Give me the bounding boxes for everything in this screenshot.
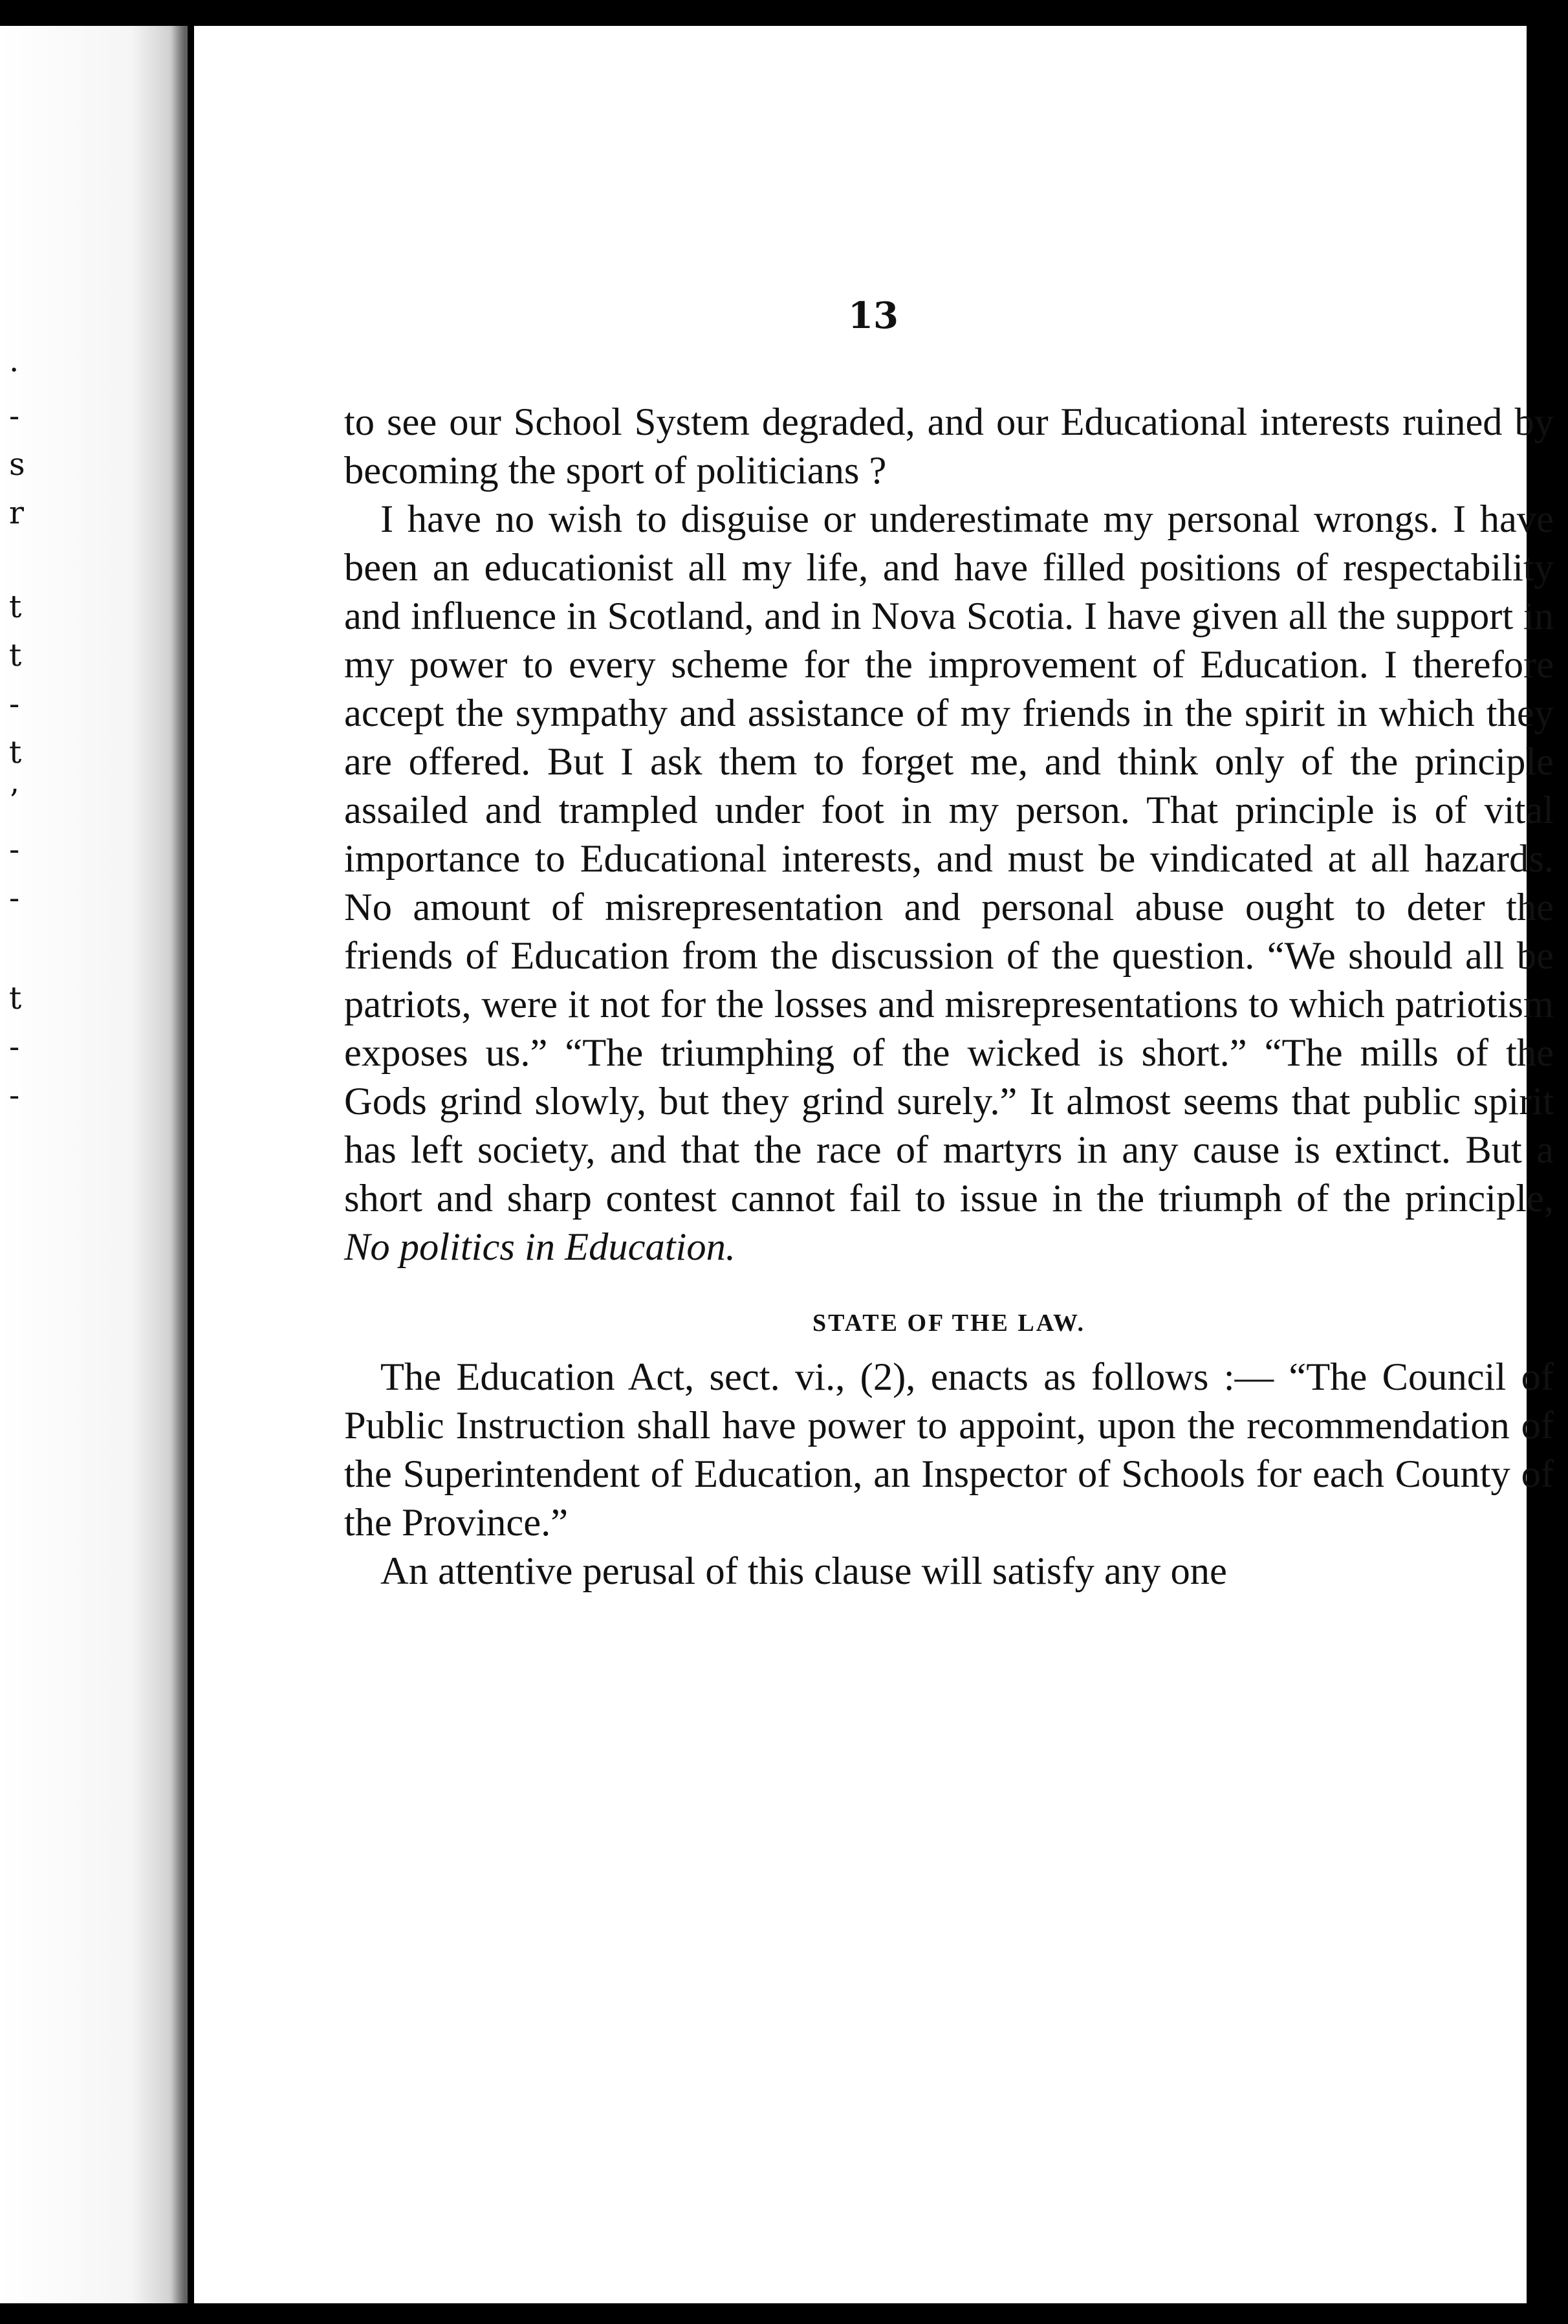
edge-mark: t bbox=[9, 637, 22, 674]
edge-mark: t bbox=[9, 734, 22, 771]
edge-mark: - bbox=[9, 398, 20, 434]
emphasis-no-politics: No politics in Education. bbox=[344, 1225, 735, 1269]
main-paragraph bbox=[344, 495, 1554, 1271]
edge-mark: ’ bbox=[9, 783, 19, 819]
edge-mark: t bbox=[9, 589, 22, 625]
page-number: 13 bbox=[848, 294, 898, 337]
edge-mark: r bbox=[9, 495, 24, 531]
edge-mark: - bbox=[9, 831, 20, 868]
opening-paragraph: to see our School System degraded, and our Educational interests ruined by becoming the sport of politicians ? bbox=[344, 400, 1554, 492]
law-paragraph: The Education Act, sect. vi., (2), enacts as follows :— “The Council of Public Instruction shall have power to appoint, upon the recommendation of the Superintendent of Education, an Inspector of Schools for each County of the Province.” bbox=[344, 1355, 1554, 1544]
edge-mark: t bbox=[9, 980, 22, 1016]
book-page bbox=[194, 26, 1554, 2303]
previous-page-edge bbox=[0, 26, 188, 2303]
edge-mark: - bbox=[9, 1029, 20, 1065]
section-heading: STATE OF THE LAW. bbox=[812, 1310, 1085, 1337]
edge-mark: - bbox=[9, 1077, 20, 1113]
edge-mark: - bbox=[9, 686, 20, 722]
closing-paragraph: An attentive perusal of this clause will satisfy any one bbox=[380, 1550, 1227, 1593]
main-paragraph-text: I have no wish to disguise or underestimate my personal wrongs. I have been an educationist all my life, and have filled positions of respectability and influence in Scotland, and in Nova Scotia. I have given all the support in my power to every scheme for the improvement of Education. I therefore accept the sympathy and assistance of my friends in the spirit in which they are offered. But I ask them to forget me, and think only of the principle assailed and trampled under foot in my person. That principle is of vital importance to Educational interests, and must be vindicated at all hazards. No amount of misrepresentation and personal abuse ought to deter the friends of Education from the discussion of the question. “We should all be patriots, were it not for the losses and misrepresentations to which patriotism exposes us.” “The triumphing of the wicked is short.” “The mills of the Gods grind slowly, but they grind surely.” It almost seems that public spirit has left society, and that the race of martyrs in any cause is extinct. But a short and sharp contest cannot fail to issue in the triumph of the principle, bbox=[344, 498, 1554, 1220]
gutter-shadow bbox=[169, 26, 195, 2303]
edge-mark: - bbox=[9, 880, 20, 916]
page-body bbox=[344, 398, 1554, 1595]
edge-mark: s bbox=[9, 446, 25, 483]
edge-mark: . bbox=[9, 343, 19, 379]
